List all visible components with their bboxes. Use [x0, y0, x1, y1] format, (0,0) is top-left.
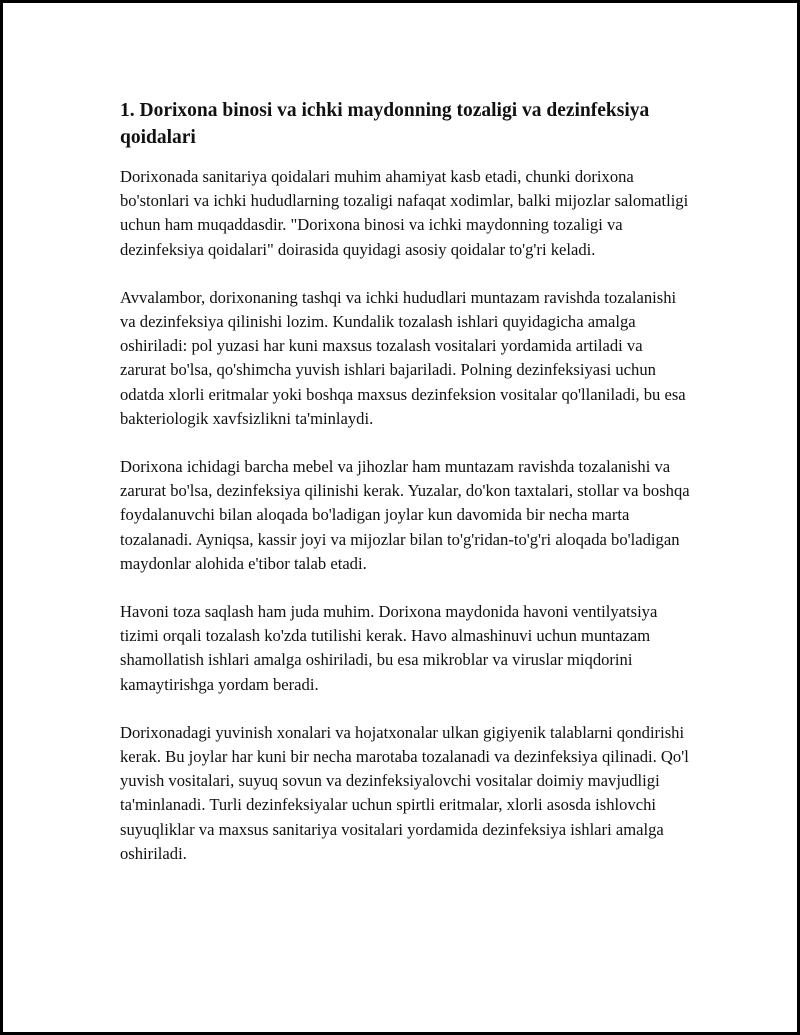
- paragraph-furniture-cleaning: Dorixona ichidagi barcha mebel va jihozlar ham muntazam ravishda tozalanishi va zarurat bo'lsa, dezinfeksiya qilinishi kerak. Yuzalar, do'kon taxtalari, stollar va boshqa foydalanuvchi bilan aloqada bo'ladigan joylar kun davomida bir necha marta tozalanadi. Ayniqsa, kassir joyi va mijozlar bilan to'g'ridan-to'g'ri aloqada bo'ladigan maydonlar alohida e'tibor talab etadi.: [120, 457, 690, 573]
- document-content: [120, 97, 690, 866]
- paragraph-restrooms: Dorixonadagi yuvinish xonalari va hojatxonalar ulkan gigiyenik talablarni qondirishi kerak. Bu joylar har kuni bir necha marotaba tozalanadi va dezinfeksiya qilinadi. Qo'l yuvish vositalari, suyuq sovun va dezinfeksiyalovchi vositalar doimiy mavjudligi ta'minlanadi. Turli dezinfeksiyalar uchun spirtli eritmalar, xlorli asosda ishlovchi suyuqliklar va maxsus sanitariya vositalari yordamida dezinfeksiya ishlari amalga oshiriladi.: [120, 722, 689, 863]
- paragraph-floor-cleaning: Avvalambor, dorixonaning tashqi va ichki hududlari muntazam ravishda tozalanishi va dezinfeksiya qilinishi lozim. Kundalik tozalash ishlari quyidagicha amalga oshiriladi: pol yuzasi har kuni maxsus tozalash vositalari yordamida artiladi va zarurat bo'lsa, qo'shimcha yuvish ishlari bajariladi. Polning dezinfeksiyasi uchun odatda xlorli eritmalar yoki boshqa maxsus dezinfeksion vositalar qo'llaniladi, bu esa bakteriologik xavfsizlikni ta'minlaydi.: [120, 287, 686, 428]
- paragraph-introduction: Dorixonada sanitariya qoidalari muhim ahamiyat kasb etadi, chunki dorixona bo'stonlari va ichki hududlarning tozaligi nafaqat xodimlar, balki mijozlar salomatligi uchun ham muqaddasdir. "Dorixona binosi va ichki maydonning tozaligi va dezinfeksiya qoidalari" doirasida quyidagi asosiy qoidalar to'g'ri keladi.: [120, 167, 689, 259]
- paragraph-ventilation: Havoni toza saqlash ham juda muhim. Dorixona maydonida havoni ventilyatsiya tizimi orqali tozalash ko'zda tutilishi kerak. Havo almashinuvi uchun muntazam shamollatish ishlari amalga oshiriladi, bu esa mikroblar va viruslar miqdorini kamaytirishga yordam beradi.: [120, 602, 658, 694]
- section-heading: 1. Dorixona binosi va ichki maydonning tozaligi va dezinfeksiya qoidalari: [120, 100, 650, 148]
